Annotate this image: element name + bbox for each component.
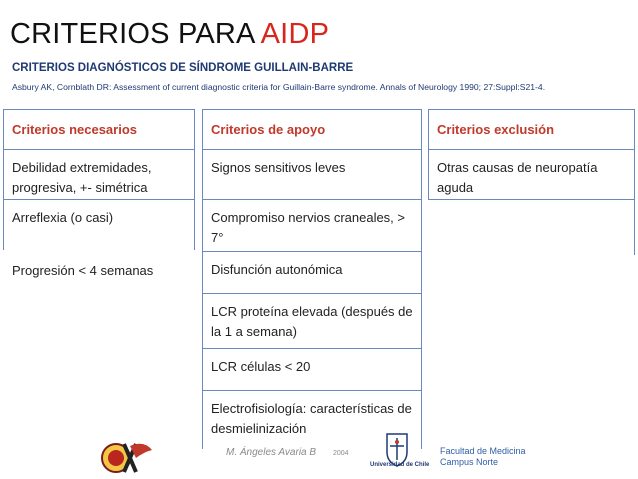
criterion-cell: Otras causas de neuropatía aguda: [428, 150, 635, 200]
criterion-cell: LCR células < 20: [202, 349, 422, 391]
column-apoyo: [202, 109, 422, 449]
criterion-cell: Compromiso nervios craneales, > 7°: [202, 200, 422, 252]
faculty-line2: Campus Norte: [440, 457, 499, 467]
title-accent: AIDP: [260, 18, 330, 50]
column-header-exclusion: Criterios exclusión: [428, 109, 635, 150]
university-shield-icon: [372, 430, 422, 479]
criterion-cell: Signos sensitivos leves: [202, 150, 422, 200]
column-exclusion: [428, 109, 635, 255]
criterion-cell: Electrofisiología: características de desmielinización: [202, 391, 422, 449]
empty-cell: [428, 200, 635, 255]
criterion-cell: LCR proteína elevada (después de la 1 a semana): [202, 294, 422, 349]
title-main: CRITERIOS PARA: [10, 18, 261, 50]
column-header-apoyo: Criterios de apoyo: [202, 109, 422, 150]
citation-reference: Asbury AK, Cornblath DR: Assessment of current diagnostic criteria for Guillain-Barre syndrome. Annals of Neurology 1990; 27:Suppl:S21-4.: [12, 82, 546, 92]
slide-subtitle: CRITERIOS DIAGNÓSTICOS DE SÍNDROME GUILLAIN-BARRE: [12, 62, 354, 74]
university-name: Universidad de Chile: [370, 462, 430, 468]
faculty-label: [440, 446, 526, 468]
slide-title: [10, 18, 329, 51]
faculty-line1: Facultad de Medicina: [440, 446, 526, 456]
author-credit: M. Ángeles Avaria B: [226, 447, 317, 458]
column-header-necesarios: Criterios necesarios: [3, 109, 195, 150]
criterion-cell: Debilidad extremidades, progresiva, +- simétrica: [3, 150, 195, 200]
society-logo-icon: [96, 436, 158, 478]
criterion-cell: Disfunción autonómica: [202, 252, 422, 294]
footer-year: 2004: [333, 450, 349, 457]
criterion-cell: Arreflexia (o casi): [3, 200, 195, 250]
column-necesarios: [3, 109, 195, 250]
criterion-progression: Progresión < 4 semanas: [12, 263, 154, 278]
